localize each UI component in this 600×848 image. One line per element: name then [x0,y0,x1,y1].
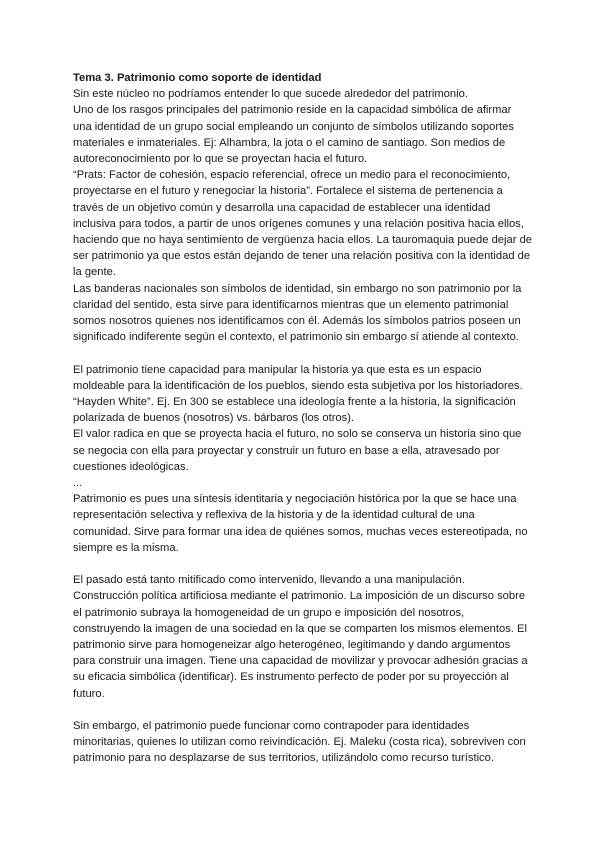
paragraph-mythified-past: El pasado está tanto mitificado como intervenido, llevando a una manipulación. Construcción política artificiosa mediante el patrimonio. La imposición de un discurso sobre el patrimonio subraya la homogeneidad de un grupo e imposición del nosotros, construyendo la imagen de una sociedad en la que se comparten los mismos elementos. El patrimonio sirve para homogeneizar algo heterogéneo, legitimando y dando argumentos para construir una imagen. Tiene una capacidad de movilizar y provocar adhesión gracias a su eficacia simbólica (identificar). Es instrumento perfecto de poder por su proyección al futuro. [73,574,528,700]
paragraph-future-value: El valor radica en que se proyecta hacia el futuro, no solo se conserva un historia sino que se negocia con ella para proyectar y construir un futuro en base a ella, atravesado por cuestiones ideológicas. [73,428,522,473]
document-title: Tema 3. Patrimonio como soporte de identidad [73,72,322,84]
paragraph-history-manipulation: El patrimonio tiene capacidad para manipular la historia ya que esta es un espacio moldeable para la identificación de los pueblos, siendo esta subjetiva por los historiadores. “Hayden White”. Ej. En 300 se establece una ideología frente a la historia, la significación polarizada de buenos (nosotros) vs. bárbaros (los otros). [73,363,523,425]
paragraph-intro: Sin este núcleo no podríamos entender lo que sucede alrededor del patrimonio. [73,88,468,101]
paragraph-synthesis: Patrimonio es pues una síntesis identitaria y negociación histórica por la que se hace una representación selectiva y reflexiva de la historia y de la identidad cultural de una comunidad. Sirve para formar una idea de quiénes somos, muchas veces estereotipada, no siempre es la misma. [73,493,528,554]
document-page [73,70,533,767]
paragraph-counterpower: Sin embargo, el patrimonio puede funcionar como contrapoder para identidades minoritarias, quienes lo utilizan como reivindicación. Ej. Maleku (costa rica), sobreviven con patrimonio para no desplazarse de sus territorios, utilizándolo como recurso turístico. [73,720,526,765]
paragraph-spacer [73,702,533,718]
paragraph-spacer [73,556,533,572]
paragraph-spacer [73,345,533,361]
paragraph-symbolic-capacity: Uno de los rasgos principales del patrimonio reside en la capacidad simbólica de afirmar una identidad de un grupo social empleando un conjunto de símbolos utilizando soportes materiales e inmateriales. Ej: Alhambra, la jota o el camino de santiago. Son medios de autoreconocimiento por lo que se proyectan hacia el futuro. [73,104,514,166]
paragraph-ellipsis: ... [73,477,83,490]
paragraph-flags: Las banderas nacionales son símbolos de identidad, sin embargo no son patrimonio por la claridad del sentido, esta sirve para identificarnos mientras que un elemento patrimonial somos nosotros quienes nos identificamos con él. Además los símbolos patrios poseen un significado indiferente según el contexto, el patrimonio sin embargo sí atiende al contexto. [73,282,522,344]
paragraph-prats: “Prats: Factor de cohesión, espacio referencial, ofrece un medio para el reconocimiento, proyectarse en el futuro y renegociar la historia”. Fortalece el sistema de pertenencia a través de un objetivo común y desarrolla una capacidad de establecer una identidad inclusiva para todos, a partir de unos orígenes comunes y una relación positiva hacia ellos, haciendo que no haya sentimiento de vergüenza hacia ellos. La tauromaquia puede dejar de ser patrimonio ya que estos están dejando de tener una relación positiva con la identidad de la gente. [73,169,533,279]
